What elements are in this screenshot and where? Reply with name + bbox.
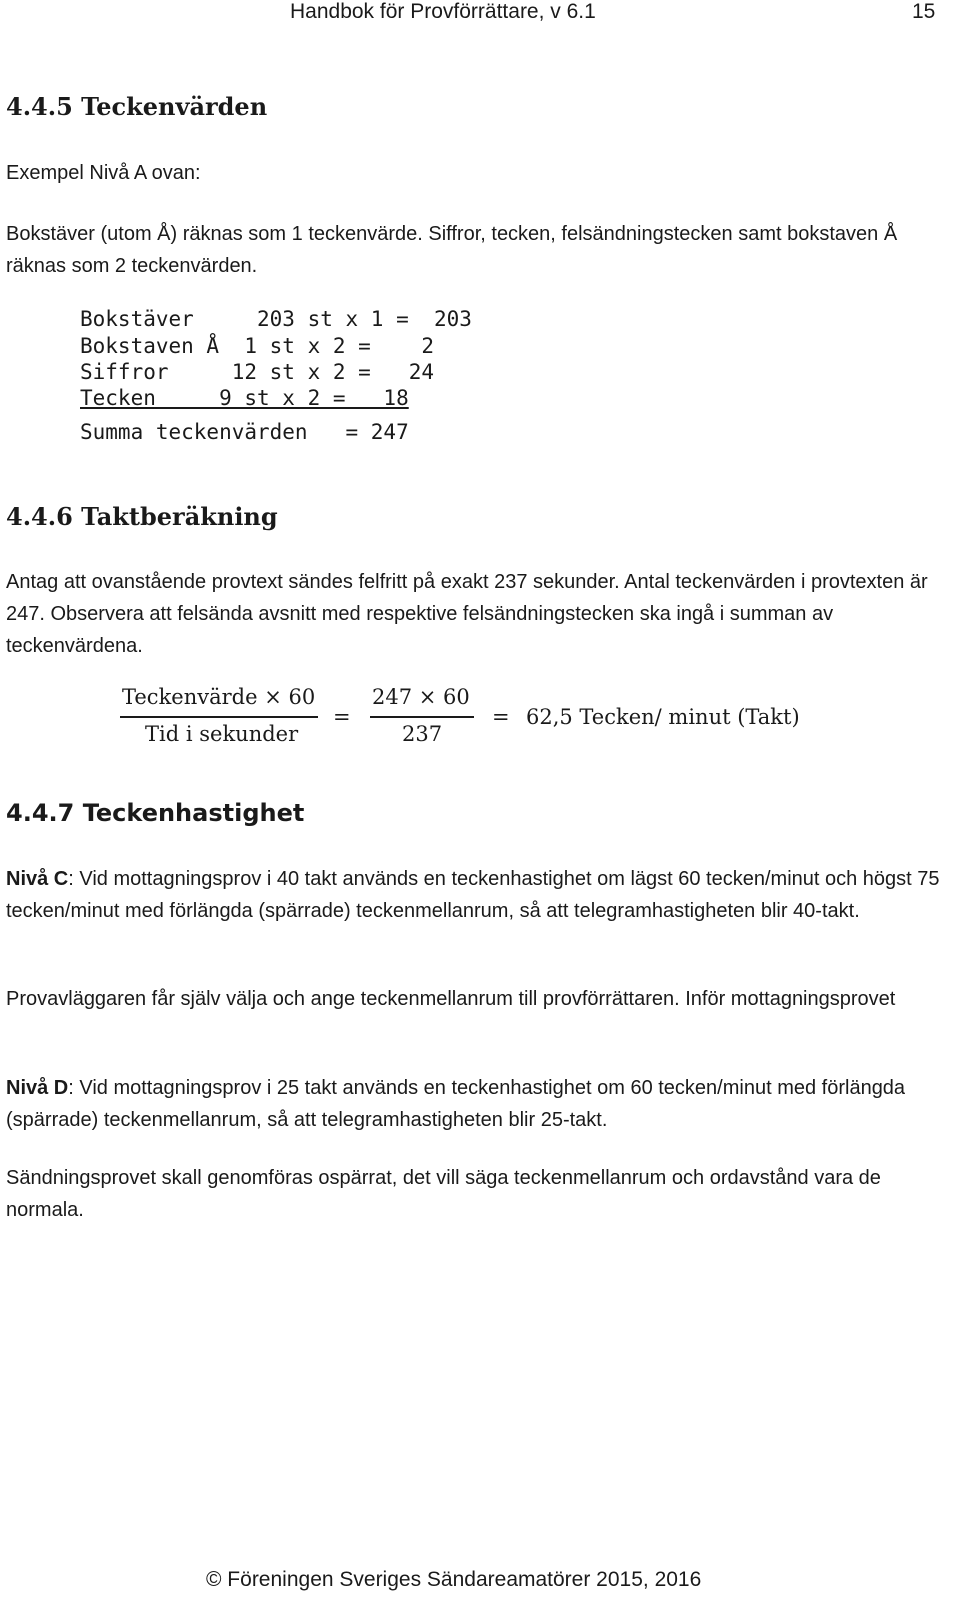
formula-denominator-2: 237 xyxy=(402,722,443,746)
niva-c-paragraph xyxy=(6,863,946,927)
calc-line-tecken: Tecken 9 st x 2 = 18 xyxy=(80,386,409,410)
fraction-bar-2 xyxy=(370,716,474,718)
provavlaggaren-paragraph: Provavläggaren får själv välja och ange teckenmellanrum till provförrättaren. Inför mottagningsprovet xyxy=(6,988,896,1010)
formula-equals-2: = xyxy=(492,705,510,729)
formula-numerator-1: Teckenvärde × 60 xyxy=(122,685,316,709)
formula-result: 62,5 Tecken/ minut (Takt) xyxy=(526,705,800,729)
taktberakning-paragraph: Antag att ovanstående provtext sändes felfritt på exakt 237 sekunder. Antal teckenvärden i provtexten är 247. Observera att felsända avsnitt med respektive felsändningstecken ska ingå i summan av teckenvärdena. xyxy=(6,571,928,657)
calc-line-siffror: Siffror 12 st x 2 = 24 xyxy=(80,360,435,384)
formula-denominator-1: Tid i sekunder xyxy=(145,722,299,746)
calc-line-bokstaven-a: Bokstaven Å 1 st x 2 = 2 xyxy=(80,334,435,358)
formula-equals-1: = xyxy=(333,705,351,729)
niva-d-paragraph xyxy=(6,1072,946,1136)
formula-numerator-2: 247 × 60 xyxy=(372,685,470,709)
niva-d-label: Nivå D xyxy=(6,1077,69,1099)
heading-4-4-6: 4.4.6 Taktberäkning xyxy=(6,502,278,531)
sandningsprovet-paragraph: Sändningsprovet skall genomföras ospärrat, det vill säga teckenmellanrum och ordavstånd vara de normala. xyxy=(6,1167,881,1221)
footer-copyright: © Föreningen Sveriges Sändareamatörer 2015, 2016 xyxy=(206,1568,702,1591)
niva-c-text: : Vid mottagningsprov i 40 takt används en teckenhastighet om lägst 60 tecken/minut och högst 75 tecken/minut med förlängda (spärrade) teckenmellanrum, så att telegramhastigheten blir 40-takt. xyxy=(6,868,940,922)
heading-4-4-5: 4.4.5 Teckenvärden xyxy=(6,92,268,121)
example-label: Exempel Nivå A ovan: xyxy=(6,162,201,184)
calc-line-bokstaver: Bokstäver 203 st x 1 = 203 xyxy=(80,307,472,331)
niva-c-label: Nivå C xyxy=(6,868,69,890)
page-header-title: Handbok för Provförrättare, v 6.1 xyxy=(290,0,596,23)
calc-sum-line: Summa teckenvärden = 247 xyxy=(80,420,409,444)
niva-d-text: : Vid mottagningsprov i 25 takt används en teckenhastighet om 60 tecken/minut med förlängda (spärrade) teckenmellanrum, så att telegramhastigheten blir 25-takt. xyxy=(6,1077,906,1131)
page-number: 15 xyxy=(912,0,936,23)
teckenvarden-paragraph: Bokstäver (utom Å) räknas som 1 teckenvärde. Siffror, tecken, felsändningstecken samt bokstaven Å räknas som 2 teckenvärden. xyxy=(6,223,898,277)
heading-4-4-7: 4.4.7 Teckenhastighet xyxy=(6,799,305,827)
fraction-bar-1 xyxy=(120,716,318,718)
